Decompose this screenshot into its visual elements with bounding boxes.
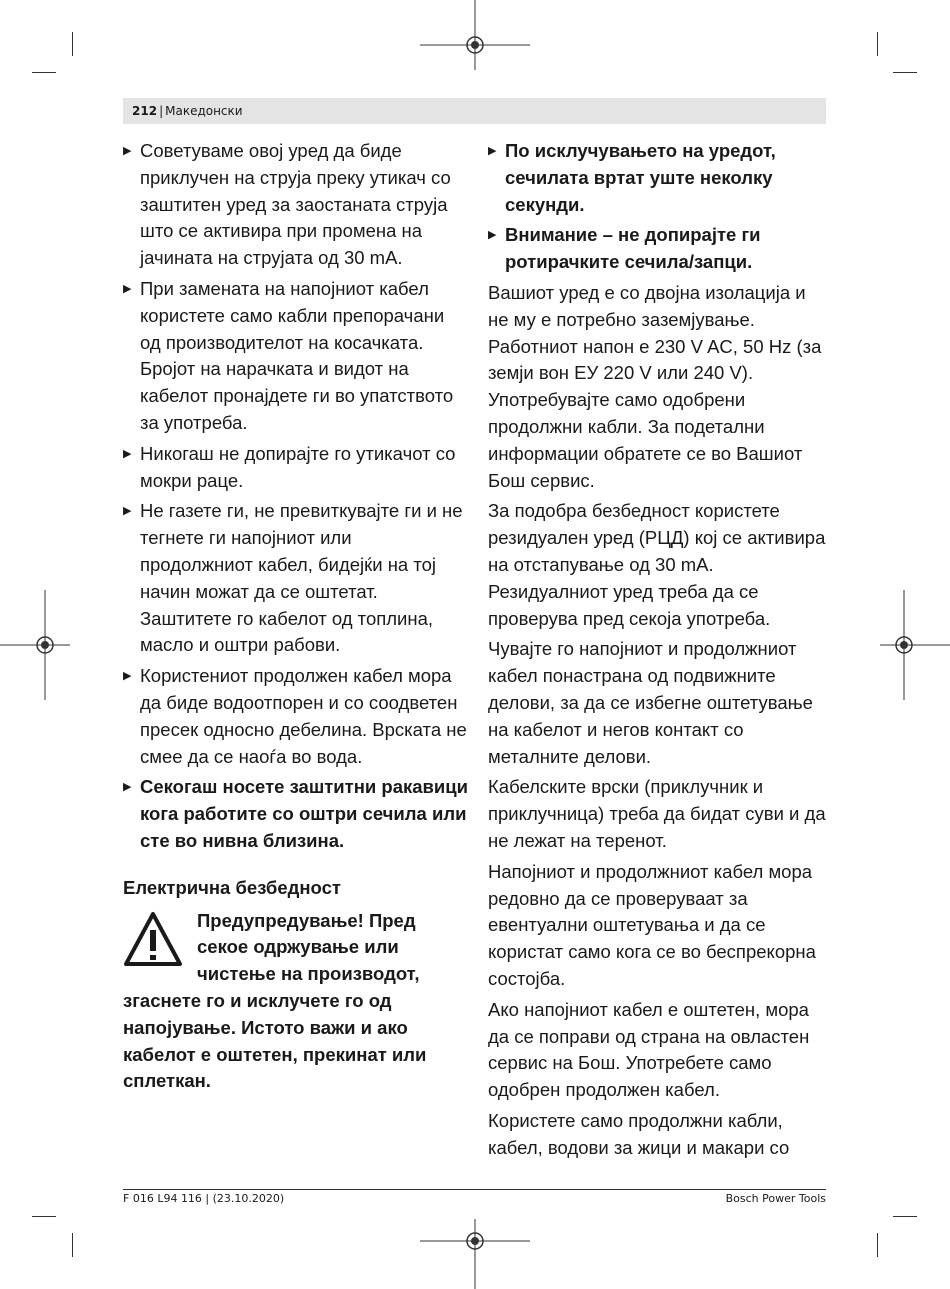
crop-mark — [32, 72, 56, 73]
crop-mark — [893, 72, 917, 73]
section-title: Електрична безбедност — [123, 876, 341, 898]
page-header — [123, 98, 826, 124]
safety-bullet-bold: ▶ По исклучувањето на уредот, сечилата вртат уште неколку секунди. — [488, 138, 828, 218]
paragraph: Вашиот уред е со двојна изолација и не му е потребно заземјување. Работниот напон е 230 V AC, 50 Hz (за земји вон ЕУ 220 V или 240 V). Употребувајте само одобрени продолжни кабли. За подетални информации обратете се во Вашиот Бош сервис. — [488, 281, 822, 491]
warning-block — [123, 908, 469, 1096]
paragraph: За подобра безбедност користете резидуален уред (РЦД) кој се активира на отстапување од 30 mA. Резидуалниот уред треба да се проверува пред секоја употреба. — [488, 500, 826, 629]
warning-text: Предупредување! Пред секое одржување или чистење на производот, згаснете го и исклучете го од напојување. Истото важи и ако кабелот е оштетен, прекинат или сплеткан. — [123, 909, 427, 1092]
paragraph: Ако напојниот кабел е оштетен, мора да се поправи од страна на овластен сервис на Бош. Употребете само одобрен продолжен кабел. — [488, 998, 810, 1101]
paragraph: Кабелските врски (приклучник и приклучница) треба да бидат суви и да не лежат на теренот. — [488, 776, 826, 851]
right-column — [488, 138, 828, 1165]
safety-bullet-bold: ▶ Секогаш носете заштитни ракавици кога работите со оштри сечила или сте во нивна близина. — [123, 774, 469, 854]
safety-bullet: ▶ Не газете ги, не превиткувајте ги и не тегнете ги напојниот или продолжниот кабел, бидејќи на тој начин можат да се оштетат. Заштитете го кабелот од топлина, масло и оштри рабови. — [123, 498, 469, 659]
safety-bullet: ▶ Користениот продолжен кабел мора да биде водоотпорен и со соодветен пресек односно дебелина. Врската не смее да се наоѓа во вода. — [123, 663, 469, 770]
safety-bullet: ▶ Никогаш не допирајте го утикачот со мокри раце. — [123, 441, 469, 495]
page-number: 212 — [132, 104, 158, 118]
crop-mark — [32, 1216, 56, 1217]
crop-mark — [72, 1233, 73, 1257]
left-column — [123, 138, 469, 1095]
safety-bullet: ▶ При замената на напојниот кабел користете само кабли препорачани од производителот на косачката. Бројот на нарачката и видот на кабелот пронајдете ги во упатството за употреба. — [123, 276, 469, 437]
paragraph: Чувајте го напојниот и продолжниот кабел понастрана од подвижните делови, за да се избегне оштетување на кабелот и негов контакт со металните делови. — [488, 638, 813, 767]
registration-mark-icon — [0, 590, 70, 700]
safety-bullet: ▶ Советуваме овој уред да биде приклучен на струја преку утикач со заштитен уред за заостаната струја што се активира при промена на јачината на струјата од 30 mA. — [123, 138, 469, 272]
footer-rule — [123, 1189, 826, 1190]
warning-triangle-icon — [123, 910, 183, 970]
paragraph: Напојниот и продолжниот кабел мора редовно да се проверуваат за евентуални оштетувања и да се користат само кога се во беспрекорна состојба. — [488, 860, 816, 989]
crop-mark — [877, 32, 878, 56]
crop-mark — [877, 1233, 878, 1257]
header-language: Македонски — [165, 104, 243, 118]
header-separator: | — [159, 104, 164, 118]
registration-mark-icon — [420, 0, 530, 70]
crop-mark — [72, 32, 73, 56]
footer-doc-id: F 016 L94 116 | (23.10.2020) — [123, 1192, 285, 1205]
registration-mark-icon — [420, 1219, 530, 1289]
registration-mark-icon — [880, 590, 950, 700]
crop-mark — [893, 1216, 917, 1217]
footer-brand: Bosch Power Tools — [725, 1192, 826, 1205]
paragraph: Користете само продолжни кабли, кабел, водови за жици и макари со — [488, 1109, 790, 1158]
safety-bullet-bold: ▶ Внимание – не допирајте ги ротирачките сечила/запци. — [488, 222, 828, 276]
